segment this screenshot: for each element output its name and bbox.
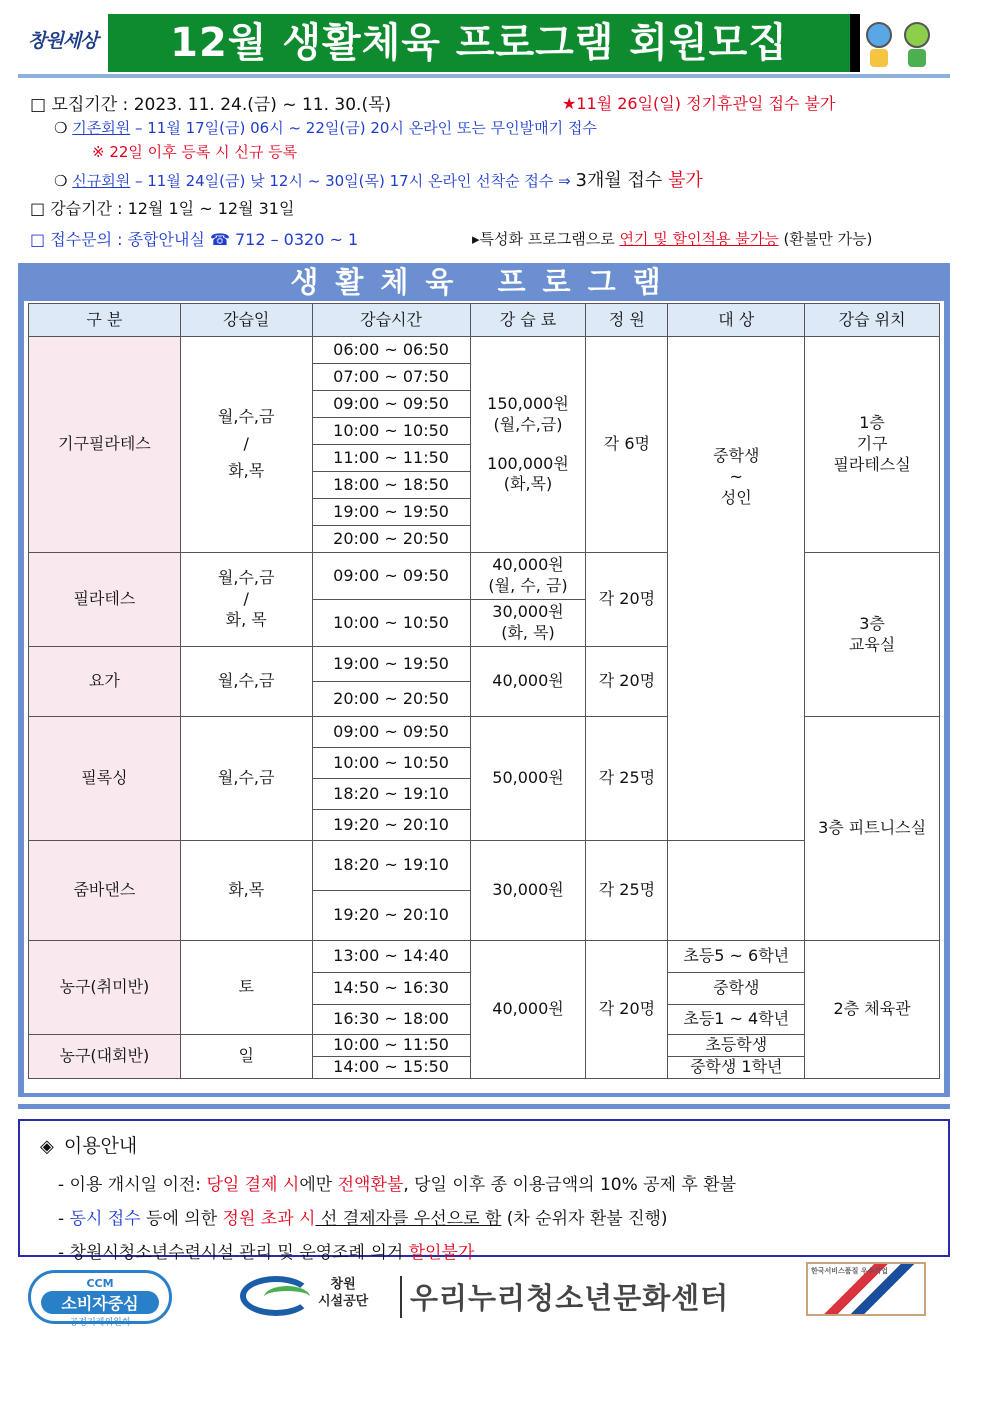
program-name: 기구필라테스 — [29, 337, 181, 553]
time-slot: 19:20 ~ 20:10 — [312, 810, 470, 841]
program-table — [28, 303, 940, 1079]
time-slot: 20:00 ~ 20:50 — [312, 682, 470, 717]
footer — [0, 1260, 992, 1330]
notice-title: ◈ 이용안내 — [40, 1135, 138, 1157]
program-days: 월,수,금 — [180, 717, 312, 841]
header-divider — [18, 74, 950, 78]
time-slot: 14:00 ~ 15:50 — [312, 1057, 470, 1079]
program-days: 토 — [180, 941, 312, 1035]
time-slot: 10:00 ~ 10:50 — [312, 748, 470, 779]
time-slot: 10:00 ~ 10:50 — [312, 418, 470, 445]
program-panel — [18, 263, 950, 1097]
changwon-logo — [28, 26, 97, 53]
time-slot: 19:00 ~ 19:50 — [312, 499, 470, 526]
program-target: 중학생 ~ 성인 — [668, 553, 805, 841]
header-target: 대 상 — [668, 304, 805, 337]
program-fee: 30,000원 (화, 목) — [470, 600, 586, 647]
program-target: 초등5 ~ 6학년 — [668, 941, 805, 973]
program-capacity: 각 20명 — [586, 941, 668, 1079]
program-target: 초등1 ~ 4학년 — [668, 1005, 805, 1035]
time-slot: 09:00 ~ 09:50 — [312, 391, 470, 418]
header-location: 강습 위치 — [805, 304, 940, 337]
header-capacity: 정 원 — [586, 304, 668, 337]
notice-line-discount: - 창원시청소년수련시설 관리 및 운영조례 의거 할인불가 — [58, 1243, 475, 1263]
title-bar — [108, 14, 860, 72]
time-slot: 19:00 ~ 19:50 — [312, 647, 470, 682]
table-header-row — [29, 304, 940, 337]
program-fee: 40,000원 — [470, 941, 586, 1079]
header-category: 구 분 — [29, 304, 181, 337]
time-slot: 09:00 ~ 09:50 — [312, 553, 470, 600]
header — [18, 14, 950, 76]
table-row — [29, 841, 940, 891]
center-name: 우리누리청소년문화센터 — [410, 1281, 730, 1315]
header-time: 강습시간 — [312, 304, 470, 337]
time-slot: 19:20 ~ 20:10 — [312, 891, 470, 941]
program-target: 초등학생 — [668, 1035, 805, 1057]
recruit-note: ★11월 26일(일) 정기휴관일 접수 불가 — [562, 94, 836, 113]
new-member-line: ❍ 신규회원 – 11월 24일(금) 낮 12시 ~ 30일(목) 17시 온라인 선착순 접수 ⇒ 3개월 접수 불가 — [54, 170, 703, 191]
program-capacity: 각 6명 — [586, 337, 668, 553]
page-title: 12월 생활체육 프로그램 회원모집 — [170, 20, 788, 66]
table-row — [29, 941, 940, 973]
notice-line-capacity: - 동시 접수 등에 의한 정원 초과 시 선 결제자를 우선으로 함 (차 순위자 환불 진행) — [58, 1209, 668, 1229]
program-days: 월,수,금 — [180, 647, 312, 717]
time-slot: 18:20 ~ 19:10 — [312, 841, 470, 891]
special-program-note: ▸특성화 프로그램으로 연기 및 할인적용 불가능 (환불만 가능) — [472, 230, 873, 248]
program-name: 줌바댄스 — [29, 841, 181, 941]
program-days: 월,수,금 / 화, 목 — [180, 553, 312, 647]
program-capacity: 각 20명 — [586, 647, 668, 717]
mascot-blue-icon — [864, 22, 894, 68]
time-slot: 20:00 ~ 20:50 — [312, 526, 470, 553]
logo-text: 창원세상 — [28, 30, 98, 52]
program-name: 필라테스 — [29, 553, 181, 647]
program-fee: 40,000원 — [470, 647, 586, 717]
program-location: 2층 체육관 — [805, 941, 940, 1079]
time-slot: 11:00 ~ 11:50 — [312, 445, 470, 472]
table-row — [29, 337, 940, 364]
program-name: 농구(대회반) — [29, 1035, 181, 1079]
time-slot: 06:00 ~ 06:50 — [312, 337, 470, 364]
program-location: 1층 기구 필라테스실 — [805, 337, 940, 553]
time-slot: 10:00 ~ 11:50 — [312, 1035, 470, 1057]
header-fee: 강 습 료 — [470, 304, 586, 337]
contact-info: □ 접수문의 : 종합안내실 ☎ 712 – 0320 ~ 1 — [30, 230, 359, 249]
time-slot: 07:00 ~ 07:50 — [312, 364, 470, 391]
existing-member-line: ❍ 기존회원 – 11월 17일(금) 06시 ~ 22일(금) 20시 온라인 또는 무인발매기 접수 — [54, 119, 597, 137]
time-slot: 18:20 ~ 19:10 — [312, 779, 470, 810]
program-capacity: 각 25명 — [586, 841, 668, 941]
time-slot: 14:50 ~ 16:30 — [312, 973, 470, 1005]
program-capacity: 각 25명 — [586, 717, 668, 841]
service-quality-badge: 한국서비스품질 우수기업 — [806, 1262, 926, 1316]
program-name: 농구(취미반) — [29, 941, 181, 1035]
time-slot: 13:00 ~ 14:40 — [312, 941, 470, 973]
new-member-label: 신규회원 — [72, 172, 131, 190]
panel-divider — [18, 1104, 950, 1109]
program-target-top — [668, 337, 805, 553]
existing-member-label: 기존회원 — [72, 119, 131, 137]
program-capacity: 각 20명 — [586, 553, 668, 647]
program-fee: 30,000원 — [470, 841, 586, 941]
ccm-logo: CCM 소비자중심 공정거래위원회 — [28, 1270, 172, 1324]
program-name: 요가 — [29, 647, 181, 717]
program-fee: 50,000원 — [470, 717, 586, 841]
diamond-icon: ◈ — [40, 1136, 54, 1157]
time-slot: 09:00 ~ 09:50 — [312, 717, 470, 748]
time-slot: 16:30 ~ 18:00 — [312, 1005, 470, 1035]
program-location: 3층 피트니스실 — [805, 717, 940, 941]
program-days: 월,수,금 / 화,목 — [180, 337, 312, 553]
header-days: 강습일 — [180, 304, 312, 337]
time-slot: 18:00 ~ 18:50 — [312, 472, 470, 499]
program-days: 화,목 — [180, 841, 312, 941]
notice-line-refund: - 이용 개시일 이전: 당일 결제 시에만 전액환불, 당일 이후 종 이용금액의 10% 공제 후 환불 — [58, 1175, 737, 1195]
program-target: 중학생 — [668, 973, 805, 1005]
program-days: 일 — [180, 1035, 312, 1079]
mascot-green-icon — [902, 22, 932, 68]
program-fee: 150,000원 (월,수,금) 100,000원 (화,목) — [470, 337, 586, 553]
existing-member-note: ※ 22일 이후 등록 시 신규 등록 — [92, 143, 298, 161]
program-location: 3층 교육실 — [805, 553, 940, 717]
program-fee: 40,000원 (월, 수, 금) — [470, 553, 586, 600]
program-table-wrap — [24, 301, 944, 1093]
agency-logo: 창원 시설공단 우리누리청소년문화센터 — [240, 1270, 740, 1322]
program-name: 필록싱 — [29, 717, 181, 841]
program-target: 중학생 1학년 — [668, 1057, 805, 1079]
program-title: 생활체육 프로그램 — [290, 265, 678, 299]
time-slot: 10:00 ~ 10:50 — [312, 600, 470, 647]
class-period: □ 강습기간 : 12월 1일 ~ 12월 31일 — [30, 199, 295, 218]
usage-notice — [18, 1119, 950, 1263]
table-row — [29, 553, 940, 600]
recruit-period: □ 모집기간 : 2023. 11. 24.(금) ~ 11. 30.(목) — [30, 95, 392, 115]
